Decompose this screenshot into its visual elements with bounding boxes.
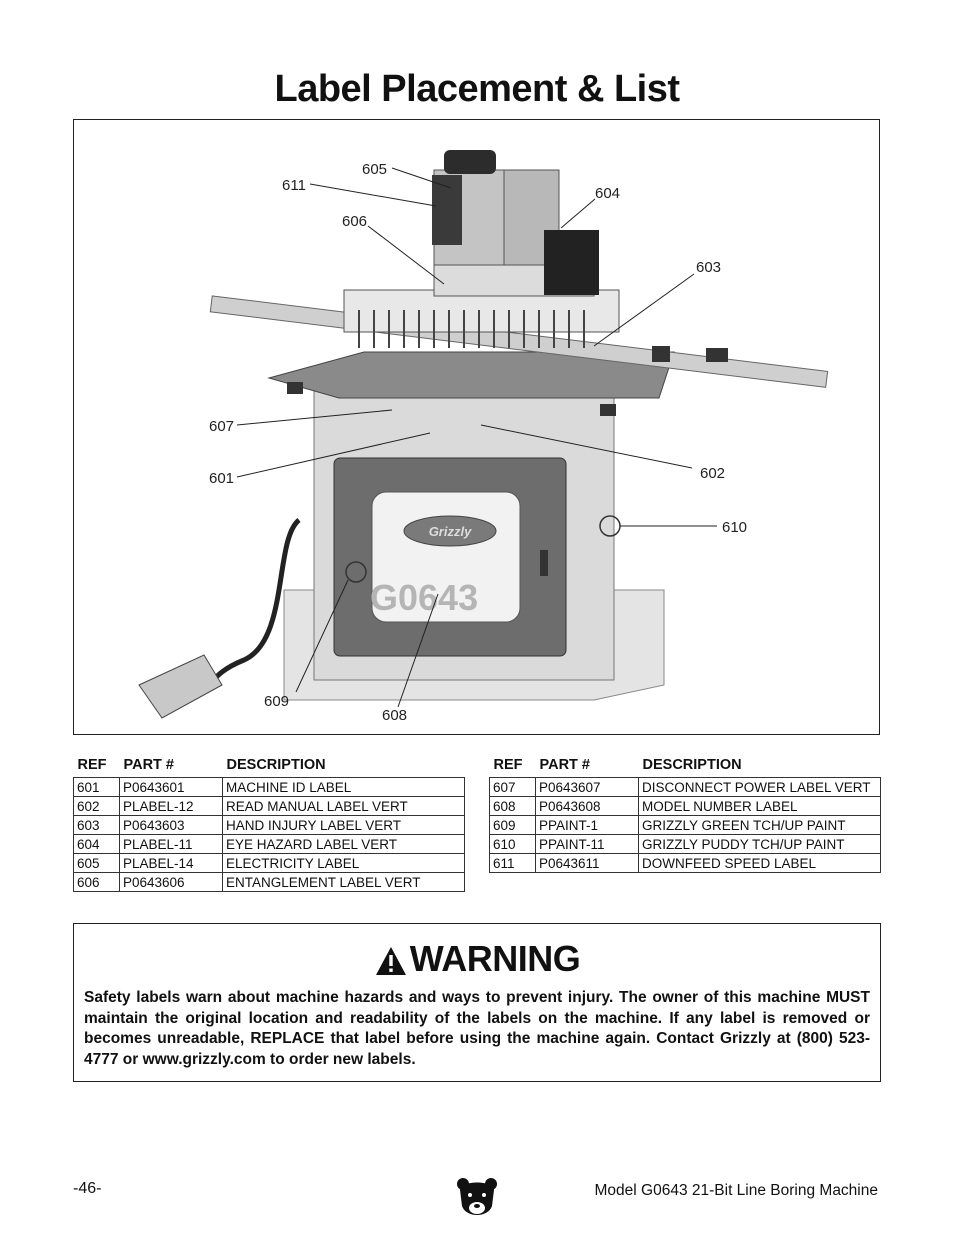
callout-601: 601: [209, 470, 235, 487]
table-row: 603 P0643603 HAND INJURY LABEL VERT: [74, 816, 465, 835]
table-row: 609 PPAINT-1 GRIZZLY GREEN TCH/UP PAINT: [490, 816, 881, 835]
machine-figure: [73, 119, 880, 735]
table-row: 601 P0643601 MACHINE ID LABEL: [74, 778, 465, 797]
grizzly-bear-logo-icon: [456, 1176, 498, 1222]
header-part: PART #: [539, 757, 590, 773]
header-ref: REF: [77, 757, 107, 773]
warning-box: [73, 923, 881, 1082]
header-description: DESCRIPTION: [642, 757, 742, 773]
callout-606: 606: [342, 213, 368, 230]
callout-609: 609: [264, 693, 290, 710]
parts-table-right: [489, 757, 881, 873]
control-panel: [432, 175, 462, 245]
table-row: 605 PLABEL-14 ELECTRICITY LABEL: [74, 854, 465, 873]
callout-602: 602: [700, 465, 726, 482]
header-description: DESCRIPTION: [226, 757, 326, 773]
table-row: 604 PLABEL-11 EYE HAZARD LABEL VERT: [74, 835, 465, 854]
callout-605: 605: [362, 161, 388, 178]
warning-heading-text: WARNING: [409, 938, 581, 979]
foot-pedal: [139, 655, 222, 718]
callout-604: 604: [595, 185, 621, 202]
header-part: PART #: [123, 757, 174, 773]
warning-triangle-icon: [374, 945, 408, 977]
logo-text: Grizzly: [428, 524, 472, 539]
switch-box: [544, 230, 599, 295]
callout-603: 603: [696, 259, 722, 276]
door-handle: [540, 550, 548, 576]
model-plate-text: G0643: [370, 577, 479, 618]
callout-611: 611: [282, 177, 306, 194]
parts-table-left: [73, 757, 465, 892]
table-row: 611 P0643611 DOWNFEED SPEED LABEL: [490, 854, 881, 873]
table-row: 608 P0643608 MODEL NUMBER LABEL: [490, 797, 881, 816]
motor-cap: [444, 150, 496, 174]
warning-body: Safety labels warn about machine hazards and ways to prevent injury. The owner of this machine MUST maintain the original location and readability of the labels on the machine. If any label is removed or becomes unreadable, REPLACE that label before using the machine again. Contact Grizzly at (800) 523-4777 or www.grizzly.com to order new labels.: [84, 989, 870, 1068]
table-row: 607 P0643607 DISCONNECT POWER LABEL VERT: [490, 778, 881, 797]
page-title: Label Placement & List: [274, 68, 680, 110]
warning-heading: [74, 938, 880, 980]
header-ref: REF: [493, 757, 523, 773]
callout-608: 608: [382, 707, 408, 724]
table-row: 610 PPAINT-11 GRIZZLY PUDDY TCH/UP PAINT: [490, 835, 881, 854]
machine-illustration: [74, 120, 879, 734]
table-row: 606 P0643606 ENTANGLEMENT LABEL VERT: [74, 873, 465, 892]
callout-610: 610: [722, 519, 748, 536]
page-number: -46-: [73, 1180, 102, 1197]
table-row: 602 PLABEL-12 READ MANUAL LABEL VERT: [74, 797, 465, 816]
callout-607: 607: [209, 418, 235, 435]
footer-model: Model G0643 21-Bit Line Boring Machine: [594, 1182, 878, 1199]
